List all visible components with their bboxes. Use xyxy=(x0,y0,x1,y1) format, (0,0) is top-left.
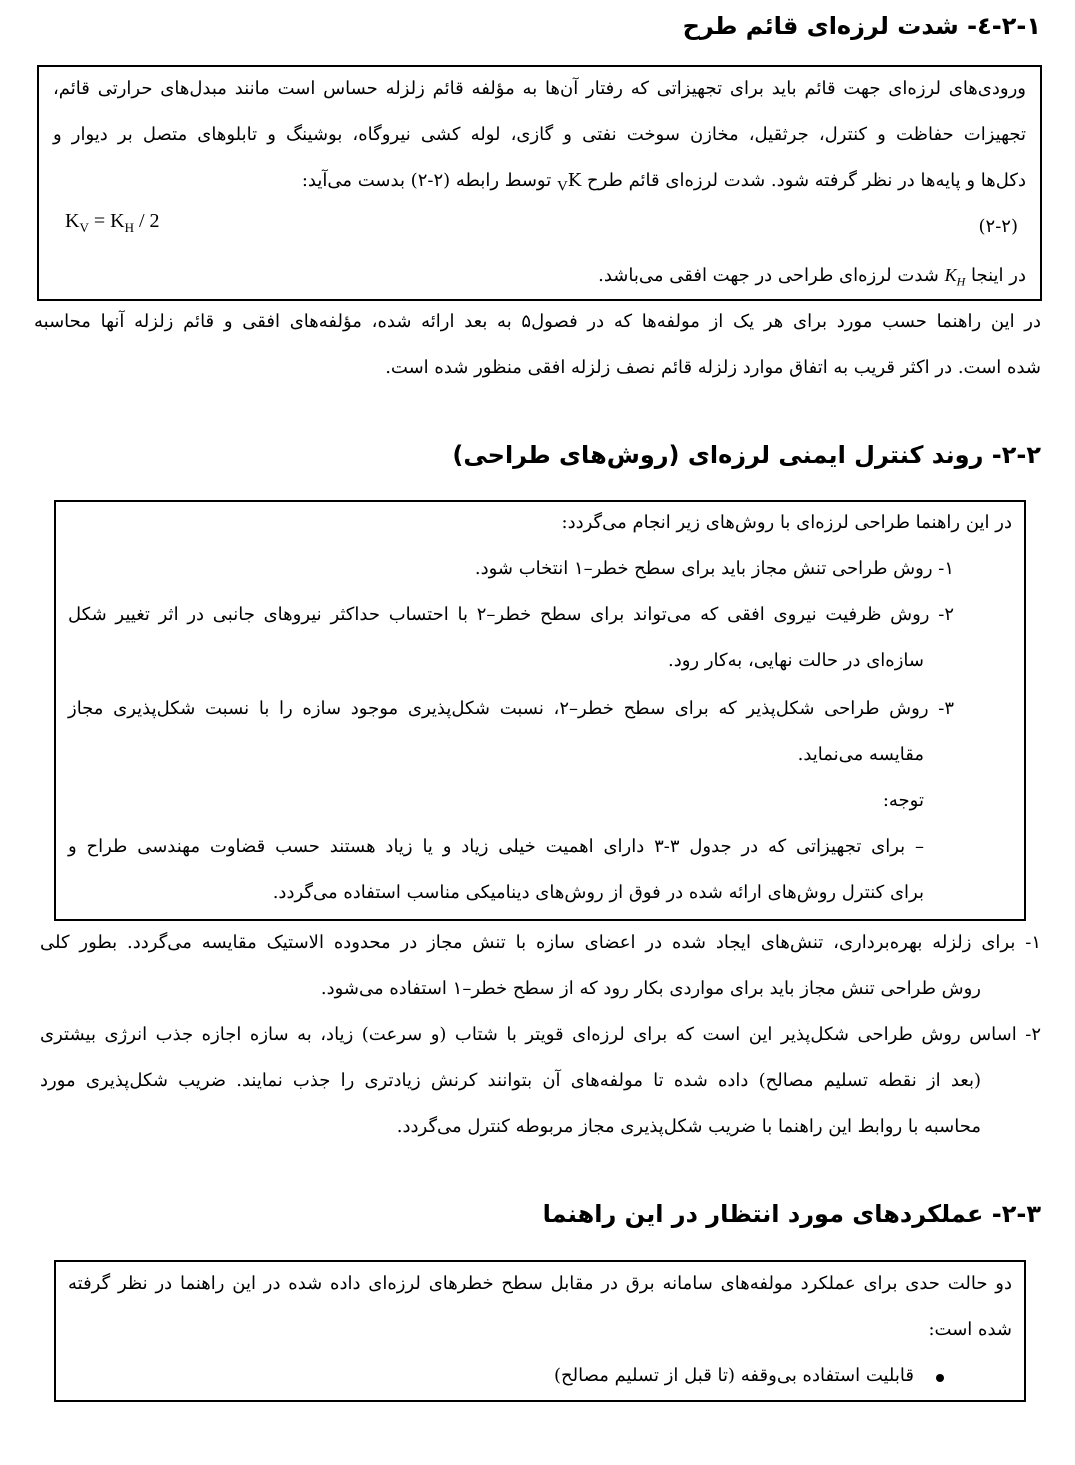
text-segment: دکل‌ها و پایه‌ها در نظر گرفته شود. شدت لرزه‌ای قائم طرح K xyxy=(567,170,1026,191)
box-design-methods xyxy=(54,500,1026,921)
text-line-kh xyxy=(598,263,1026,294)
text-segment: شدت لرزه‌ای طراحی در جهت افقی می‌باشد. xyxy=(598,265,939,286)
text-line: محاسبه با روابط این راهنما با ضریب شکل‌پذیری مجاز مربوطه کنترل می‌گردد. xyxy=(396,1116,981,1137)
formula-rhs-sub: H xyxy=(124,220,134,235)
bullet-item: قابلیت استفاده بی‌وقفه (تا قبل از تسلیم مصالح) xyxy=(553,1365,914,1386)
box-performance xyxy=(54,1260,1026,1402)
heading-vertical-seismic-intensity: ۲-۱-٤- شدت لرزه‌ای قائم طرح xyxy=(682,12,1041,40)
list-item-cont: سازه‌ای در حالت نهایی، به‌کار رود. xyxy=(667,650,924,671)
text-line: ورودی‌های لرزه‌ای جهت قائم باید برای تجهیزاتی که رفتار آن‌ها به مؤلفه قائم زلزله حساس است مانند مبدل‌های حرارتی قائم، xyxy=(53,78,1026,99)
text-line: دو حالت حدی برای عملکرد مولفه‌های سامانه برق در مقابل سطح خطرهای لرزه‌ای داده شده در این راهنما در نظر گرفته xyxy=(68,1273,1012,1294)
heading-expected-performance: ۲-۳- عملکردهای مورد انتظار در این راهنما xyxy=(542,1200,1041,1228)
note-item: – برای تجهیزاتی که در جدول ۳-۳ دارای اهمیت خیلی زیاد و یا زیاد هستند حسب قضاوت مهندسی طراح و xyxy=(68,836,925,857)
text-line: شده است: xyxy=(928,1319,1012,1340)
note-label: توجه: xyxy=(882,790,924,811)
text-line: شده است. در اکثر قریب به اتفاق موارد زلزله قائم نصف زلزله افقی منظور شده است. xyxy=(385,357,1041,378)
text-line: ۱- برای زلزله بهره‌برداری، تنش‌های ایجاد شده در اعضای سازه با تنش مجاز در محدوده الاستیک مقایسه می‌گردد. بطور کلی xyxy=(40,932,1041,953)
text-line: در این راهنما حسب مورد برای هر یک از مولفه‌ها که در فصول۵ به بعد ارائه شده، مؤلفه‌های افقی و قائم زلزله آنها محاسبه xyxy=(34,311,1041,332)
formula-eq: = K xyxy=(93,210,125,232)
box-vertical-seismic xyxy=(37,65,1042,301)
formula-lhs-sub: V xyxy=(79,220,89,235)
list-item-cont: مقایسه می‌نماید. xyxy=(797,744,924,765)
text-line: تجهیزات حفاظت و کنترل، جرثقیل، مخازن سوخت نفتی و گازی، لوله کشی نیروگاه، بوشینگ و تابلوهای متصل بر دیوار و xyxy=(53,124,1026,145)
list-item: ۲- روش ظرفیت نیروی افقی که می‌تواند برای سطح خطر–۲ با احتساب حداکثر نیروهای جانبی در اثر تغییر شکل xyxy=(68,604,954,625)
formula-tail: / 2 xyxy=(138,210,160,232)
formula-number: (۲-۲) xyxy=(978,216,1018,237)
formula-lhs: K xyxy=(65,210,80,232)
text-segment: در اینجا xyxy=(971,265,1026,286)
kh-subscript: H xyxy=(956,274,966,289)
text-segment: توسط رابطه (۲-۲) بدست می‌آید: xyxy=(301,170,552,191)
list-item: ۱- روش طراحی تنش مجاز باید برای سطح خطر–۱ انتخاب شود. xyxy=(474,558,954,579)
bullet-dot-icon xyxy=(936,1374,944,1382)
list-item: ۳- روش طراحی شکل‌پذیر که برای سطح خطر–۲، نسبت شکل‌پذیری موجود سازه را با نسبت شکل‌پذیری مجاز xyxy=(68,698,954,719)
kv-subscript: V xyxy=(556,178,568,195)
note-item-cont: برای کنترل روش‌های ارائه شده در فوق از روش‌های دینامیکی مناسب استفاده می‌گردد. xyxy=(272,882,924,903)
formula-kv xyxy=(65,210,160,236)
text-line-kv xyxy=(302,169,1026,199)
text-line: ۲- اساس روش طراحی شکل‌پذیر این است که برای لرزه‌ای قویتر با شتاب (و سرعت) زیاد، به سازه اجازه جذب انرژی بیشتری xyxy=(40,1024,1041,1045)
text-line: (بعد از نقطه تسلیم مصالح) داده شده تا مولفه‌های آن بتوانند کرنش زیادتری را جذب نمایند. ضریب شکل‌پذیری مورد xyxy=(40,1070,981,1091)
heading-safety-control: ۲-۲- روند کنترل ایمنی لرزه‌ای (روش‌های طراحی) xyxy=(452,441,1041,469)
kh-symbol xyxy=(944,265,966,289)
text-line: روش طراحی تنش مجاز باید برای مواردی بکار رود که از سطح خطر–۱ استفاده می‌شود. xyxy=(320,978,981,999)
kh-letter: K xyxy=(944,265,957,285)
text-line: در این راهنما طراحی لرزه‌ای با روش‌های زیر انجام می‌گردد: xyxy=(561,512,1012,533)
